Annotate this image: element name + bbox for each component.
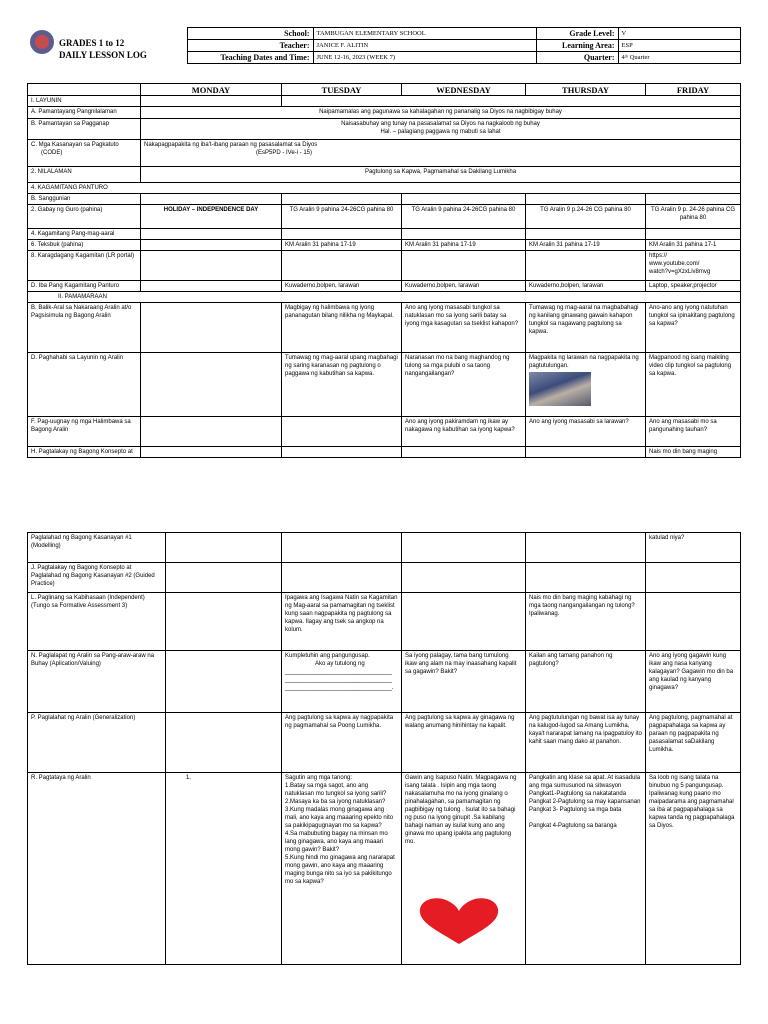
pagtataya-thursday: Pangkatin ang klase sa apat. At isasadula ang mga sumusunod na sitwasyon Pangkat1-Pagtulong sa nakatatanda Pangkat 2-Pagtulong sa may kapansanan Pangkat 3- Pagtulong sa mga bata Pangkat 4-Pagtulong sa baranga <box>526 773 646 965</box>
pamantayang-pangnilalaman-label: A. Pamantayang Pangnilalaman <box>28 107 141 119</box>
pagtalakay-friday: Nais mo din bang maging <box>646 447 741 458</box>
school-value: TAMBUGAN ELEMENTARY SCHOOL <box>313 28 536 40</box>
iba-friday: Laptop, speaker,projector <box>646 281 741 292</box>
day-monday: MONDAY <box>141 84 282 96</box>
mga-kasanayan-label: C. Mga Kasanayan sa Pagkatuto (CODE) <box>28 140 141 167</box>
pamamaraan-label: II. PAMAMARAAN <box>28 292 741 303</box>
paglalahat-tuesday: Ang pagtulong sa kapwa ay nagpapakita ng pagmamahal sa Poong Lumikha. <box>282 713 402 773</box>
modelling-friday: katulad niya? <box>646 533 741 563</box>
day-friday: FRIDAY <box>646 84 741 96</box>
teksbuk-thursday: KM Aralin 31 pahina 17-19 <box>526 240 646 251</box>
dates-value: JUNE 12-16, 2023 (WEEK 7) <box>313 52 536 64</box>
holiday-cell: HOLIDAY – INDEPENDENCE DAY <box>141 205 282 229</box>
paglalapat-thursday: Kailan ang tamang panahon ng pagtulong? <box>526 651 646 713</box>
pagtataya-label: R. Pagtataya ng Aralin <box>28 773 166 965</box>
area-value: ESP <box>618 40 740 52</box>
layunin-label: I. LAYUNIN <box>28 96 141 107</box>
grade-label: Grade Level: <box>536 28 618 40</box>
day-wednesday: WEDNESDAY <box>402 84 526 96</box>
area-label: Learning Area: <box>536 40 618 52</box>
pag-uugnay-wednesday: Ano ang iyong pakiramdam ng ikaw ay nakagawa ng kabutihan sa iyong kapwa? <box>402 417 526 447</box>
teksbuk-tuesday: KM Aralin 31 pahina 17-19 <box>282 240 402 251</box>
modelling-label: Paglalahad ng Bagong Kasanayan #1 (Modelling) <box>28 533 166 563</box>
paglalapat-tuesday: Kumpletuhin ang pangungusap. Ako ay tutulong ng ________________________________ ________________________________ ________________________________. <box>282 651 402 713</box>
iba-pang-kagamitan-label: D. Iba Pang Kagamitang Panturo <box>28 281 141 292</box>
pag-uugnay-thursday: Ano ang iyong masasabi sa larawan? <box>526 417 646 447</box>
paglalapat-friday: Ano ang iyong gagawin kung ikaw ang nasa kanyang kalagayan? Gagawin mo din ba ang kaulad ng kanyang ginagawa? <box>646 651 741 713</box>
kagamitang-pang-mag-aaral-label: 4. Kagamitang Pang-mag-aaral <box>28 229 141 240</box>
balik-aral-tuesday: Magbigay ng halimbawa ng iyong pananagutan bilang nilikha ng Maykapal. <box>282 303 402 353</box>
gabay-tuesday: TG Aralin 9 pahina 24-26CG pahina 80 <box>282 205 402 229</box>
paghahabi-thursday: Magpakita ng larawan na nagpapakita ng pagtutulungan. <box>526 353 646 417</box>
teksbuk-friday: KM Aralin 31 pahina 17-1 <box>646 240 741 251</box>
lesson-log-table-2 <box>27 532 741 965</box>
paglinang-tuesday: Ipagawa ang Isagawa Natin sa Kagamitan ng Mag-aaral sa pamamagitan ng tseklist kung saan nagpapakita ng pagtulong sa kapwa. Ilagay ang tsek sa angkop na kolum. <box>282 593 402 651</box>
pagtataya-monday: 1. <box>166 773 282 965</box>
iba-wednesday: Kuwaderno,bolpen, larawan <box>402 281 526 292</box>
school-label: School: <box>187 28 313 40</box>
paglalahat-friday: Ang pagtulong, pagmamahal at pagpapahalaga sa kapwa ay paraan ng pagpapakita ng pasasalamat saDakilang Lumikha. <box>646 713 741 773</box>
gabay-thursday: TG Aralin 9 p.24-26 CG pahina 80 <box>526 205 646 229</box>
kagamitang-panturo-label: 4. KAGAMITANG PANTURO <box>28 183 741 194</box>
lesson-log-table-1 <box>27 83 741 458</box>
heart-image <box>416 896 502 946</box>
teacher-value: JANICE F. ALITIN <box>313 40 536 52</box>
pamantayan-sa-pagganap-text: Naisasabuhay ang tunay na pasasalamat sa Diyos na nagkaloob ng buhay Hal. – palagiang paggawa ng mabuti sa lahat <box>141 119 741 140</box>
sanggunian-label: B. Sanggunian <box>28 194 141 205</box>
paglalapat-wednesday: Sa iyong palagay, tama bang tumulong ikaw ang alam na may inaasahang kapalit sa gagawin? Bakit? <box>402 651 526 713</box>
paghahabi-tuesday: Tumawag ng mag-aaral upang magbahagi ng saring karanasan ng pagtulong o paggawa ng kabutihan sa kapwa. <box>282 353 402 417</box>
gabay-ng-guro-label: 2. Gabay ng Guro (pahina) <box>28 205 141 229</box>
paghahabi-label: D. Paghahabi sa Layunin ng Aralin <box>28 353 141 417</box>
balik-aral-label: B. Balik-Aral sa Nakaraang Aralin at/o Pagsisimula ng Bagong Aralin <box>28 303 141 353</box>
youtube-link[interactable]: https:// www.youtube.com/ watch?v=gXzxLiv8mvg <box>646 251 741 281</box>
paglalahat-wednesday: Ang pagtulong sa kapwa ay ginagawa ng walang anumang hinihintay na kapalit. <box>402 713 526 773</box>
header-info-table <box>27 27 741 64</box>
quarter-label: Quarter: <box>536 52 618 64</box>
karagdagang-kagamitan-label: 8. Karagdagang Kagamitan (LR portal) <box>28 251 141 281</box>
nilalaman-text: Pagtulong sa Kapwa, Pagmamahal sa Dakilang Lumikha <box>141 167 741 183</box>
teksbuk-wednesday: KM Aralin 31 pahina 17-19 <box>402 240 526 251</box>
pag-uugnay-friday: Ano ang masasabi mo sa pangunahing tauhan? <box>646 417 741 447</box>
pagtataya-tuesday: Sagutin ang mga tanong: 1.Batay sa mga sagot, ano ang natuklasan mo tungkol sa iyong sarili? 2.Masaya ka ba sa iyong natuklasan? 3.Kung madalas mong ginagawa ang mali, ano kaya ang maaaring epekto nito sa pakikipagugnayan mo sa kapwa? 4.Sa mabubuting bagay na minsan mo lang ginagawa, ano kaya ang maaari mong gawin? Bakit? 5.Kung hindi mo ginagawa ang nararapat mong gawin, ano kaya ang maaaring maging bunga nito sa iyo sa pakikitungo mo sa kapwa? <box>282 773 402 965</box>
pagtataya-wednesday: Gawin ang Isapuso Natin. Magpagawa ng isang talata . Isipin ang mga taong nakasalamuha mo na iyong ginalang o pinahalagahan, sa pamamagitan ng pagbibigay ng tulong . Isulat ito sa bahagi ng puso na iyong ginupit .Sa kabilang bahagi naman ay isulat kung ano ang ginawa mo upang ipakita ang pagtulong mo. <box>402 773 526 965</box>
pagtutulungan-photo <box>529 372 591 406</box>
balik-aral-thursday: Tumawag ng mag-aaral na magbabahagi ng kanilang ginawang gawain kahapon tungkol sa nagawang pagtulong sa kapwa. <box>526 303 646 353</box>
pamantayan-sa-pagganap-label: B. Pamantayan sa Pagganap <box>28 119 141 140</box>
nilalaman-label: 2. NILALAMAN <box>28 167 141 183</box>
day-thursday: THURSDAY <box>526 84 646 96</box>
grade-value: V <box>618 28 740 40</box>
pag-uugnay-label: F. Pag-uugnay ng mga Halimbawa sa Bagong Aralin <box>28 417 141 447</box>
teksbuk-label: 6. Teksbuk (pahina) <box>28 240 141 251</box>
gabay-friday: TG Aralin 9 p. 24-26 pahina CG pahina 80 <box>646 205 741 229</box>
paglalahat-label: P. Paglalahat ng Aralin (Generalization) <box>28 713 166 773</box>
pamantayang-pangnilalaman-text: Naipamamalas ang pagunawa sa kahalagahan ng pananalig sa Diyos na nagbibigay buhay <box>141 107 741 119</box>
guided-practice-label: J. Pagtalakay ng Bagong Konsepto at Paglalahad ng Bagong Kasanayan #2 (Guided Practice) <box>28 563 166 593</box>
paglalahat-thursday: Ang pagtutulungan ng bawat isa ay tunay na kalugod-lugod sa Amang Lumikha, kaya't nararapat lamang na ipagpatuloy ito kahit saan mang dako at panahon. <box>526 713 646 773</box>
dates-label: Teaching Dates and Time: <box>187 52 313 64</box>
balik-aral-wednesday: Ano ang iyong masasabi tungkol sa natuklasan mo sa iyong sarili batay sa iyong mga kasagutan sa tseklist kahapon? <box>402 303 526 353</box>
paglalapat-label: N. Paglalapat ng Aralin sa Pang-araw-araw na Buhay (Aplication/Valuing) <box>28 651 166 713</box>
iba-thursday: Kuwaderno,bolpen, larawan <box>526 281 646 292</box>
balik-aral-friday: Ano-ano ang iyong natutuhan tungkol sa ipinakitang pagtulong sa kapwa? <box>646 303 741 353</box>
paghahabi-friday: Magpanood ng isang maikling video clip tungkol sa pagtulong sa kapwa. <box>646 353 741 417</box>
teacher-label: Teacher: <box>187 40 313 52</box>
paglinang-label: L. Paglinang sa Kabihasaan (Independent) (Tungo sa Formative Assessment 3) <box>28 593 166 651</box>
iba-tuesday: Kuwaderno,bolpen, larawan <box>282 281 402 292</box>
mga-kasanayan-text: Nakapagpapakita ng iba't-ibang paraan ng pasasalamat sa Diyos (EsP5PD - IVe-i - 15) <box>141 140 741 167</box>
day-header-row <box>28 84 741 96</box>
pagtalakay-label: H. Pagtalakay ng Bagong Konsepto at <box>28 447 141 458</box>
quarter-value: 4ᵗʰ Quarter <box>618 52 740 64</box>
day-tuesday: TUESDAY <box>282 84 402 96</box>
paghahabi-wednesday: Naranasan mo na bang maghandog ng tulong sa mga pulubi o sa taong nangangailangan? <box>402 353 526 417</box>
paglinang-thursday: Nais mo din bang maging kabahagi ng mga taong nangangailangan ng tulong? Ipaliwanag. <box>526 593 646 651</box>
dll-title: GRADES 1 to 12 DAILY LESSON LOG <box>59 38 147 60</box>
gabay-wednesday: TG Aralin 9 pahina 24-26CG pahina 80 <box>402 205 526 229</box>
pagtataya-friday: Sa loob ng isang talata na binubuo ng 5 pangungusap. Ipaliwanag kung paano mo maipadarama ang pagmamahal sa iba at pagpapahalaga sa kapwa tanda ng pagpapahalaga sa Diyos. <box>646 773 741 965</box>
